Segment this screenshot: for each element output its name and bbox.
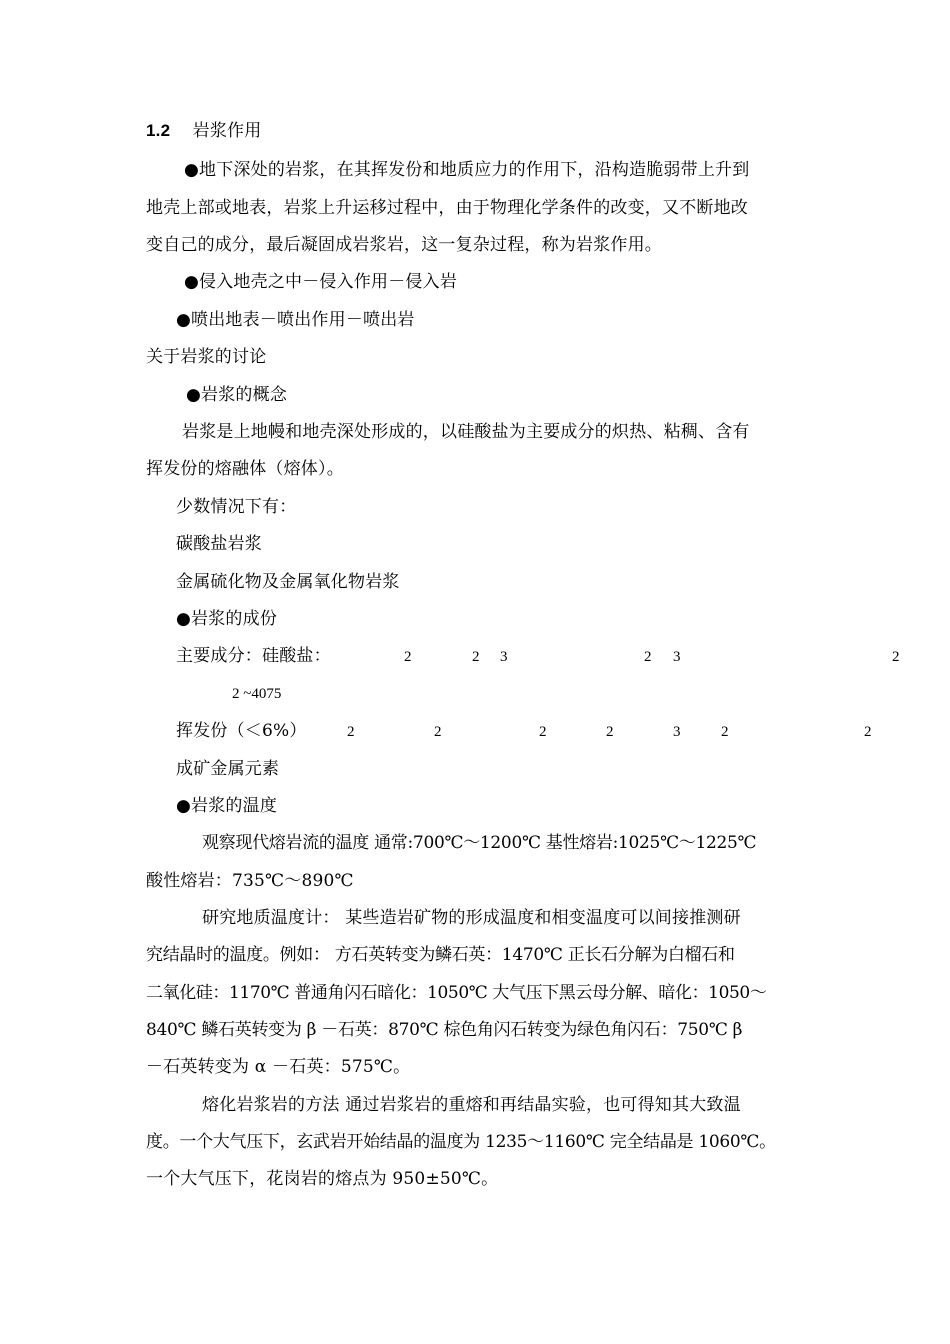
formula-subscript: 2	[644, 649, 652, 665]
melting-method-line2: 度。一个大气压下，玄武岩开始结晶的温度为 1235～1160℃ 完全结晶是 1060℃。	[146, 1132, 776, 1152]
formula-subscript: 2	[472, 649, 480, 665]
composition-heading: ●岩浆的成份	[176, 609, 278, 629]
formula-subscript: 2	[434, 724, 442, 740]
formula-subscript: 2	[606, 724, 614, 740]
discussion-heading: 关于岩浆的讨论	[146, 347, 267, 367]
formula-subscript: 3	[673, 649, 681, 665]
observation-line2: 酸性熔岩：735℃～890℃	[146, 871, 354, 891]
ore-elements: 成矿金属元素	[176, 759, 280, 779]
carbonate-magma: 碳酸盐岩浆	[176, 534, 262, 554]
para-definition-line3: 变自己的成分，最后凝固成岩浆岩，这一复杂过程，称为岩浆作用。	[146, 235, 662, 255]
formula-subscript: 3	[500, 649, 508, 665]
formula-subscript: 2	[864, 724, 872, 740]
para-definition-line2: 地壳上部或地表，岩浆上升运移过程中，由于物理化学条件的改变，又不断地改	[146, 198, 748, 218]
geothermometer-line4: 840℃ 鳞石英转变为 β －石英：870℃ 棕色角闪石转变为绿色角闪石：750℃ β	[146, 1020, 743, 1040]
concept-line1: 岩浆是上地幔和地壳深处形成的，以硅酸盐为主要成分的炽热、粘稠、含有	[182, 422, 750, 442]
concept-line2: 挥发份的熔融体（熔体）。	[146, 459, 344, 479]
observation-line1: 观察现代熔岩流的温度 通常:700℃～1200℃ 基性熔岩:1025℃～1225℃	[202, 833, 757, 853]
bullet-intrusive: ●侵入地壳之中－侵入作用－侵入岩	[184, 272, 458, 292]
formula-subscript: 2	[404, 649, 412, 665]
geothermometer-line3: 二氧化硅：1170℃ 普通角闪石暗化：1050℃ 大气压下黑云母分解、暗化：1050～	[146, 983, 767, 1003]
melting-method-line3: 一个大气压下，花岗岩的熔点为 950±50℃。	[146, 1169, 499, 1189]
geothermometer-line1: 研究地质温度计： 某些造岩矿物的形成温度和相变温度可以间接推测研	[202, 908, 741, 928]
concept-heading: ●岩浆的概念	[186, 385, 288, 405]
section-title: 岩浆作用	[192, 121, 262, 141]
bullet-extrusive: ●喷出地表－喷出作用－喷出岩	[176, 310, 415, 330]
section-heading	[146, 120, 261, 142]
formula-subscript: 2	[721, 724, 729, 740]
formula-subscript: 2	[892, 649, 900, 665]
melting-method-line1: 熔化岩浆岩的方法 通过岩浆岩的重熔和再结晶实验，也可得知其大致温	[202, 1095, 741, 1115]
silica-range-line: 2 ~4075	[232, 686, 282, 702]
formula-subscript: 3	[673, 724, 681, 740]
temperature-heading: ●岩浆的温度	[176, 796, 278, 816]
para-definition-line1: ●地下深处的岩浆，在其挥发份和地质应力的作用下，沿构造脆弱带上升到	[184, 160, 750, 180]
few-cases-label: 少数情况下有：	[176, 497, 297, 517]
volatile-label: 挥发份（＜6%）	[176, 721, 307, 741]
section-number: 1.2	[146, 121, 171, 140]
geothermometer-line2: 究结晶时的温度。例如： 方石英转变为鳞石英：1470℃ 正长石分解为白榴石和	[146, 945, 735, 965]
main-components-label: 主要成分：硅酸盐：	[176, 646, 331, 666]
formula-subscript: 2	[347, 724, 355, 740]
metal-magma: 金属硫化物及金属氧化物岩浆	[176, 572, 400, 592]
geothermometer-line5: －石英转变为 α －石英：575℃。	[146, 1057, 411, 1077]
formula-subscript: 2	[539, 724, 547, 740]
